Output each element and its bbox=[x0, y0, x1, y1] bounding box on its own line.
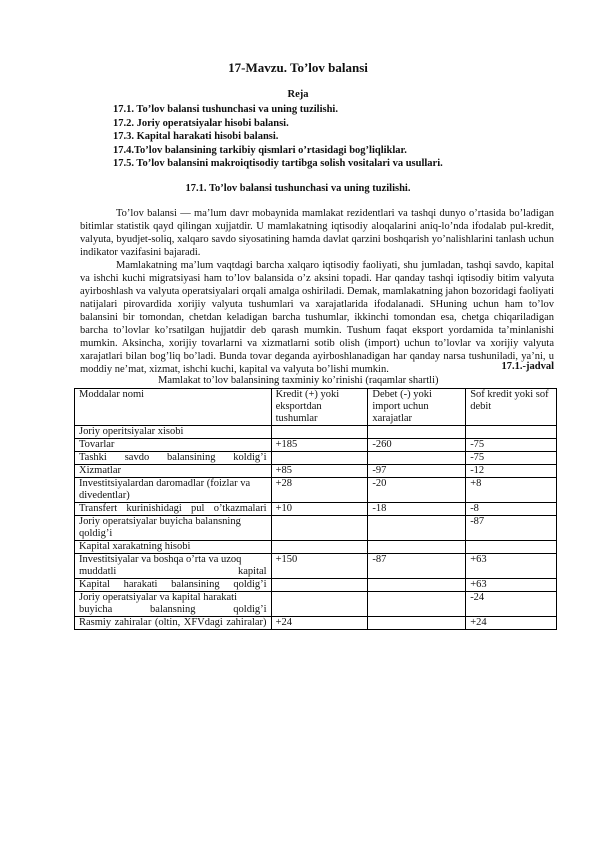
plan-item: 17.1. To’lov balansi tushunchasi va uning tuzilishi. bbox=[113, 104, 338, 115]
value-cell: -12 bbox=[466, 465, 557, 478]
row-label-cell: Xizmatlar bbox=[75, 465, 272, 478]
row-label-cell: Tashki savdo balansining koldig’i bbox=[75, 452, 272, 465]
plan-item: 17.2. Joriy operatsiyalar hisobi balansi. bbox=[113, 117, 289, 129]
plan-item: 17.4.To’lov balansining tarkibiy qismlari o’rtasidagi bog’liqliklar. bbox=[113, 144, 407, 156]
body-text bbox=[80, 207, 554, 376]
value-cell: +150 bbox=[271, 554, 368, 579]
value-cell: -20 bbox=[368, 478, 466, 503]
value-cell: +63 bbox=[466, 579, 557, 592]
table-row bbox=[75, 426, 557, 439]
value-cell bbox=[368, 426, 466, 439]
value-cell bbox=[271, 541, 368, 554]
table-caption: Mamlakat to’lov balansining taxminiy ko’rinishi (raqamlar shartli) bbox=[158, 375, 439, 386]
row-label-cell: Rasmiy zahiralar (oltin, XFVdagi zahiralar) bbox=[75, 617, 272, 630]
paragraph: To’lov balansi — ma’lum davr mobaynida mamlakat rezidentlari va tashqi dunyo o’rtasida bo’ladigan bitimlar statistik qayd qilingan xujjatdir. U mamlakatning iqtisodiy aloqalarini aniq-lo’nda ifodalab pul-kredit, valyuta, byudjet-soliq, xalqaro savdo siyosatining hamda davlat qarzini boshqarish yo’nalishlarini tanlash uchun indikator vazifasini bajaradi. bbox=[80, 208, 554, 258]
row-label-cell: Tovarlar bbox=[75, 439, 272, 452]
plan-item: 17.3. Kapital harakati hisobi balansi. bbox=[113, 131, 279, 142]
value-cell: -75 bbox=[466, 439, 557, 452]
table-row bbox=[75, 541, 557, 554]
table-row bbox=[75, 579, 557, 592]
row-label-cell: Kapital harakati balansining qoldig’i bbox=[75, 579, 272, 592]
row-label-cell: Joriy operatsiyalar va kapital harakati buyicha balansning qoldig’i bbox=[75, 592, 272, 617]
value-cell: +28 bbox=[271, 478, 368, 503]
header-cell: Sof kredit yoki sof debit bbox=[466, 389, 557, 426]
row-label-cell: Kapital xarakatning hisobi bbox=[75, 541, 272, 554]
value-cell: -18 bbox=[368, 503, 466, 516]
row-label-cell: Joriy operitsiyalar xisobi bbox=[75, 426, 272, 439]
value-cell: +85 bbox=[271, 465, 368, 478]
value-cell bbox=[271, 426, 368, 439]
value-cell bbox=[271, 579, 368, 592]
value-cell: -75 bbox=[466, 452, 557, 465]
value-cell bbox=[368, 541, 466, 554]
value-cell bbox=[368, 579, 466, 592]
table-number: 17.1.-jadval bbox=[501, 361, 554, 372]
plan-heading: Reja bbox=[287, 89, 309, 100]
value-cell bbox=[466, 426, 557, 439]
value-cell: +185 bbox=[271, 439, 368, 452]
value-cell: -87 bbox=[368, 554, 466, 579]
value-cell bbox=[271, 516, 368, 541]
table-row bbox=[75, 554, 557, 579]
header-cell: Debet (-) yoki import uchun xarajatlar bbox=[368, 389, 466, 426]
value-cell: +24 bbox=[271, 617, 368, 630]
value-cell bbox=[466, 541, 557, 554]
table-row bbox=[75, 617, 557, 630]
table-header-row bbox=[75, 389, 557, 426]
value-cell: +63 bbox=[466, 554, 557, 579]
value-cell bbox=[271, 592, 368, 617]
table-body bbox=[75, 426, 557, 630]
value-cell bbox=[368, 617, 466, 630]
value-cell: -24 bbox=[466, 592, 557, 617]
value-cell: +24 bbox=[466, 617, 557, 630]
row-label-cell: Investitsiyalardan daromadlar (foizlar va divedentlar) bbox=[75, 478, 272, 503]
plan-item: 17.5. To’lov balansini makroiqtisodiy tartibga solish vositalari va usullari. bbox=[113, 158, 443, 169]
row-label-cell: Transfert kurinishidagi pul o’tkazmalari bbox=[75, 503, 272, 516]
plan-list bbox=[113, 103, 443, 171]
table-row bbox=[75, 452, 557, 465]
table-row bbox=[75, 592, 557, 617]
value-cell bbox=[368, 452, 466, 465]
value-cell: -97 bbox=[368, 465, 466, 478]
value-cell bbox=[368, 516, 466, 541]
section-heading: 17.1. To’lov balansi tushunchasi va uning tuzilishi. bbox=[185, 183, 411, 194]
table-row bbox=[75, 478, 557, 503]
paragraph: Mamlakatning ma’lum vaqtdagi barcha xalqaro iqtisodiy faoliyati, shu jumladan, tashqi savdo, kapital va ishchi kuchi migratsiyasi ham to’lov balansida o’z aksini topadi. Har qanday tashqi iqtisodiy bitim valyuta ayirboshlash va valyuta operatsiyalari orqali amalga oshiriladi. Demak, mamlakatning jahon bozoridagi faoliyati natijalari pirovardida xorijiy valyuta tushumlari va xarajatlarida ifodalanadi. SHuning uchun ham to’lov balansini bir tomondan, chetdan keladigan barcha tushumlar, ikkinchi tomondan esa, chetga chiqariladigan barcha to’lovlar ko’rsatilgan hujjatdir deb qarash mumkin. Tushum faqat eksport yordamida ta’minlanishi mumkin. Aksincha, xorijiy tovarlarni va xizmatlarni sotib olish (import) uchun to’lovlar va xorijiy valyuta xarajatlari bilan bog’liq bo’ladi. Bunda tovar deganda ayirboshlanadigan har qanday narsa tushuniladi, ya’ni, u moddiy ne’mat, xizmat, ishchi kuchi, kapital va valyuta bo’lishi mumkin. bbox=[80, 260, 554, 375]
table-row bbox=[75, 439, 557, 452]
value-cell: -260 bbox=[368, 439, 466, 452]
value-cell: -8 bbox=[466, 503, 557, 516]
header-cell: Kredit (+) yoki eksportdan tushumlar bbox=[271, 389, 368, 426]
balance-table bbox=[74, 388, 557, 630]
value-cell: +10 bbox=[271, 503, 368, 516]
table-row bbox=[75, 503, 557, 516]
page-title: 17-Mavzu. To’lov balansi bbox=[228, 60, 368, 75]
value-cell: -87 bbox=[466, 516, 557, 541]
table-row bbox=[75, 516, 557, 541]
row-label-cell: Joriy operatsiyalar buyicha balansning qoldig’i bbox=[75, 516, 272, 541]
value-cell: +8 bbox=[466, 478, 557, 503]
row-label-cell: Investitsiyalar va boshqa o’rta va uzoq muddatli kapital bbox=[75, 554, 272, 579]
table-row bbox=[75, 465, 557, 478]
value-cell bbox=[368, 592, 466, 617]
header-cell: Moddalar nomi bbox=[75, 389, 272, 426]
value-cell bbox=[271, 452, 368, 465]
